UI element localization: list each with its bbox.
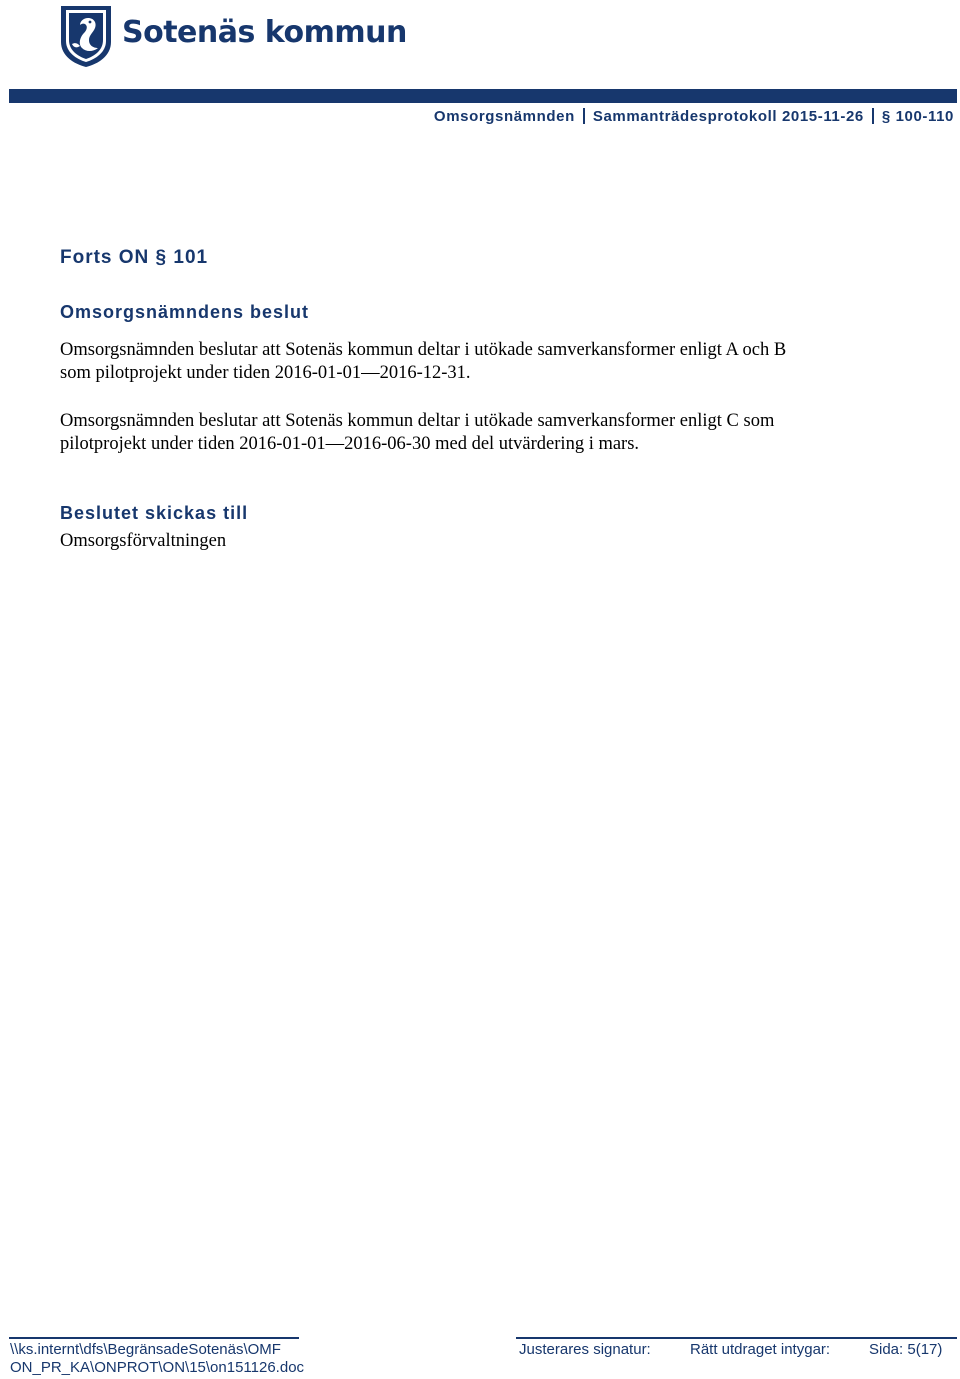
dash: — — [325, 434, 345, 454]
municipality-name: Sotenäs kommun — [122, 14, 407, 50]
document-type: Sammanträdesprotokoll — [592, 108, 778, 125]
shield-emblem-icon — [58, 4, 114, 68]
committee-name: Omsorgsnämnden — [433, 108, 575, 125]
paragraph-range: § 100-110 — [881, 108, 954, 125]
file-path-line-2: ON_PR_KA\ONPROT\ON\15\on151126.doc — [10, 1359, 305, 1376]
footer-rule — [9, 1337, 299, 1339]
divider — [872, 108, 874, 124]
municipality-logo — [58, 4, 407, 68]
continuation-heading: Forts ON § 101 — [60, 247, 209, 268]
dash: — — [361, 363, 380, 383]
decision-2-line-1: Omsorgsnämnden beslutar att Sotenäs kommun deltar i utökade samverkansformer enligt C som — [60, 411, 775, 431]
divider — [583, 108, 585, 124]
decision-1-line-1: Omsorgsnämnden beslutar att Sotenäs kommun deltar i utökade samverkansformer enligt A och B — [60, 340, 787, 360]
date-start: som pilotprojekt under tiden 2016-01-01 — [60, 363, 362, 383]
header-bar — [9, 89, 957, 103]
decision-heading: Omsorgsnämndens beslut — [60, 302, 310, 322]
date-end: 2016-06-30 med del utvärdering i mars. — [344, 434, 640, 454]
date-end: 2016-12-31. — [379, 363, 471, 383]
footer-rule — [516, 1337, 957, 1339]
file-path-line-1: \\ks.internt\dfs\BegränsadeSotenäs\OMF — [10, 1341, 281, 1358]
decision-paragraph-2 — [60, 410, 920, 456]
meeting-date: 2015-11-26 — [781, 108, 864, 125]
decision-paragraph-1 — [60, 339, 920, 385]
recipients-heading: Beslutet skickas till — [60, 503, 249, 523]
certified-label: Rätt utdraget intygar: — [690, 1341, 831, 1358]
signature-label: Justerares signatur: — [519, 1341, 651, 1358]
recipient: Omsorgsförvaltningen — [60, 531, 227, 551]
document-header — [434, 108, 954, 125]
date-start: pilotprojekt under tiden 2016-01-01 — [60, 434, 326, 454]
decision-1-line-2 — [60, 362, 920, 385]
decision-2-line-2 — [60, 433, 920, 456]
page-number: Sida: 5(17) — [869, 1341, 943, 1358]
